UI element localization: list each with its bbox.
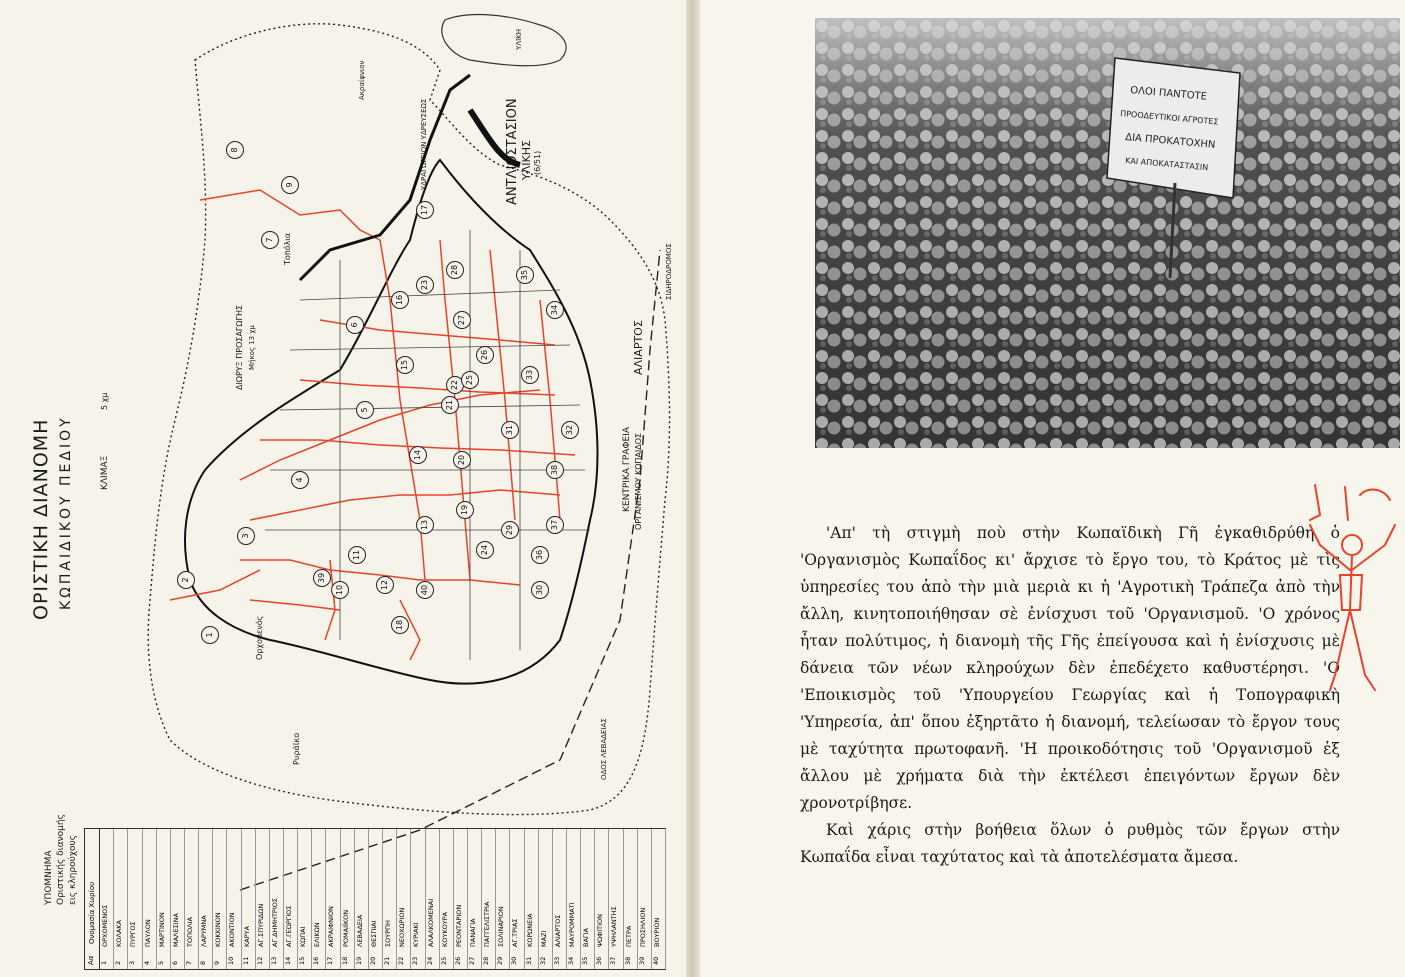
legend-row-name: ΚΟΡΩΝΕΙΑ: [525, 913, 534, 947]
legend-row: [495, 829, 510, 969]
label-aliartos: ΑΛΙΑΡΤΟΣ: [632, 320, 645, 375]
legend-subtitle-1: Οριστικής διανομής: [56, 814, 66, 905]
plot-number-2: 2: [177, 571, 195, 589]
legend-row-name: ΑΓ.ΣΠΥΡΙΔΩΝ: [256, 903, 265, 947]
legend-row-number: 33: [552, 956, 561, 965]
plot-number-28: 28: [446, 261, 464, 279]
legend-row: [594, 829, 609, 969]
legend-row-number: 4: [142, 960, 151, 965]
legend-row: [198, 829, 213, 969]
legend-row-number: 23: [411, 956, 420, 965]
legend-row-number: 1: [100, 960, 109, 965]
plot-number-17: 17: [416, 201, 434, 219]
legend-row: [453, 829, 468, 969]
plot-number-10: 10: [331, 581, 349, 599]
legend-row: [283, 829, 298, 969]
legend-row-number: 21: [383, 956, 392, 965]
banner-line-3: ΔΙΑ ΠΡΟΚΑΤΟΧΗΝ: [1124, 132, 1216, 151]
legend-row-name: ΚΟΥΚΟΥΡΑ: [440, 911, 449, 947]
label-office: ΚΕΝΤΡΙΚΑ ΓΡΑΦΕΙΑ: [622, 427, 632, 512]
plot-number-20: 20: [453, 451, 471, 469]
plot-number-13: 13: [416, 516, 434, 534]
plot-number-30: 30: [531, 581, 549, 599]
plot-number-19: 19: [456, 501, 474, 519]
label-pumping-station: ΑΝΤΛΙΟΣΤΑΣΙΟΝ: [505, 98, 520, 205]
plot-number-11: 11: [348, 546, 366, 564]
legend-row-name: ΣΟΛΙΝΑΡΙΟΝ: [497, 906, 506, 947]
scale-unit: 5 χμ: [100, 392, 109, 410]
legend-row: [142, 829, 157, 969]
legend-header: [85, 829, 100, 969]
legend-row-number: 36: [595, 956, 604, 965]
plot-number-4: 4: [291, 471, 309, 489]
legend-row: [156, 829, 171, 969]
legend-row: [382, 829, 397, 969]
legend-row: [566, 829, 581, 969]
legend-row-number: 16: [312, 956, 321, 965]
legend-row-name: ΑΚΟΝΤΙΟΝ: [228, 912, 237, 947]
legend-row: [580, 829, 595, 969]
body-text: [800, 520, 1340, 871]
plot-number-3: 3: [237, 527, 255, 545]
legend-row-number: 34: [566, 956, 575, 965]
legend-row-name: ΟΡΧΟΜΕΝΟΣ: [101, 904, 110, 947]
legend-row-name: ΣΟΥΡΠΗ: [384, 920, 393, 947]
legend-row: [99, 829, 114, 969]
plot-number-26: 26: [476, 346, 494, 364]
legend-row-name: ΚΟΚΚΙΝΟΝ: [214, 912, 223, 947]
legend-row-number: 15: [298, 956, 307, 965]
legend-row-number: 29: [496, 956, 505, 965]
plot-number-24: 24: [476, 541, 494, 559]
plot-number-6: 6: [346, 316, 364, 334]
legend-row: [255, 829, 270, 969]
plot-number-25: 25: [461, 371, 479, 389]
legend-row-number: 3: [128, 960, 137, 965]
legend-row-number: 31: [524, 956, 533, 965]
legend-row: [396, 829, 411, 969]
plot-number-29: 29: [501, 521, 519, 539]
legend-row: [524, 829, 539, 969]
legend-row-number: 35: [581, 956, 590, 965]
label-railway: ΣΙΔΗΡΟΔΡΟΜΟΣ: [665, 243, 673, 300]
legend-row: [509, 829, 524, 969]
legend-row: [325, 829, 340, 969]
legend-row: [481, 829, 496, 969]
plot-number-33: 33: [521, 366, 539, 384]
legend-row-number: 28: [482, 956, 491, 965]
legend-row: [467, 829, 482, 969]
legend-row-number: 22: [397, 956, 406, 965]
legend-row-name: ΠΡΟΣΗΛΙΟΝ: [638, 907, 647, 947]
legend-row: [410, 829, 425, 969]
legend-row-number: 14: [284, 956, 293, 965]
label-aqueduct: ΥΔΡΑΓΩΓΕΙΟΝ ΥΔΡΕΥΣΕΩΣ: [420, 98, 428, 190]
legend-row-number: 38: [623, 956, 632, 965]
legend-row-number: 2: [114, 960, 123, 965]
legend-row-name: ΚΩΠΑΙ: [299, 926, 308, 947]
legend-row: [623, 829, 638, 969]
legend-row-number: 39: [637, 956, 646, 965]
plot-number-22: 22: [446, 376, 464, 394]
legend-row-number: 20: [368, 956, 377, 965]
legend-row-name: ΕΛΙΚΩΝ: [313, 922, 322, 947]
legend-row: [552, 829, 567, 969]
legend-header-number: Αα: [87, 955, 95, 965]
legend-row-number: 7: [185, 960, 194, 965]
plot-number-15: 15: [396, 356, 414, 374]
legend-row-name: ΠΥΡΓΟΣ: [129, 921, 138, 947]
legend-row-name: ΑΛΑΛΚΟΜΕΝΑΙ: [426, 898, 435, 947]
legend-row-number: 37: [609, 956, 618, 965]
banner-line-2: ΠΡΟΟΔΕΥΤΙΚΟΙ ΑΓΡΟΤΕΣ: [1119, 109, 1219, 127]
scale-label: ΚΛΙΜΑΞ: [100, 455, 110, 490]
label-orchomenos: Ορχομενός: [255, 615, 264, 660]
plot-number-8: 8: [226, 141, 244, 159]
legend-row: [651, 829, 666, 969]
label-akraifnio: Ακραίφνιον: [358, 60, 366, 100]
legend-row-name: ΑΓ.ΔΗΜΗΤΡΙΟΣ: [270, 898, 279, 947]
plot-number-7: 7: [261, 231, 279, 249]
label-canal: ΔΙΩΡΥΞ ΠΡΟΣΑΓΩΓΗΣ: [235, 304, 244, 390]
legend-row: [608, 829, 623, 969]
label-road: ΟΔΟΣ ΛΕΒΑΔΕΙΑΣ: [600, 718, 608, 780]
legend-row-name: ΜΑΡΤΙΝΟΝ: [157, 912, 166, 947]
legend-row-name: ΑΓ.ΓΕΩΡΓΙΟΣ: [285, 905, 294, 947]
label-canal-length: Μήκος 13 χμ: [248, 325, 256, 370]
legend-row-number: 6: [170, 960, 179, 965]
legend-row-name: ΥΨΗΛΑΝΤΗΣ: [610, 906, 619, 947]
legend-row-name: ΠΑΥΛΟΝ: [143, 919, 152, 947]
legend-row-number: 13: [269, 956, 278, 965]
paragraph-2: Καὶ χάρις στὴν βοήθεια ὅλων ὁ ρυθμὸς τῶν ἔργων στὴν Κωπαΐδα εἶναι ταχύτατος καὶ τὰ ἀποτελέσματα ἄμεσα.: [800, 821, 1340, 866]
label-topolia: Τοπόλια: [283, 232, 292, 265]
plot-number-27: 27: [453, 311, 471, 329]
legend-row-name: ΘΕΣΠΙΑΙ: [369, 920, 378, 947]
legend-row-number: 17: [326, 956, 335, 965]
map-subtitle: ΚΩΠΑΙΔΙΚΟΥ ΠΕΔΙΟΥ: [58, 415, 74, 610]
legend-row: [425, 829, 440, 969]
legend-title: ΥΠΟΜΝΗΜΑ: [44, 850, 54, 905]
plot-number-37: 37: [546, 516, 564, 534]
plot-number-35: 35: [516, 266, 534, 284]
legend-row: [637, 829, 652, 969]
legend-row-name: ΜΑΛΕΣΙΝΑ: [171, 913, 180, 947]
legend-row: [241, 829, 256, 969]
legend-row-name: ΜΑΥΡΟΜΜΑΤΙ: [567, 902, 576, 947]
legend-row-name: ΡΕΟΝΤΑΡΙΟΝ: [454, 904, 463, 947]
legend-header-name: Ονομασία Χωρίου: [88, 881, 96, 944]
plot-number-14: 14: [409, 446, 427, 464]
legend-row-name: ΑΚΡΑΙΦΝΙΟΝ: [327, 906, 336, 947]
legend-subtitle-2: εις κληρούχους: [68, 834, 78, 905]
legend-row-number: 8: [199, 960, 208, 965]
banner-line-1: ΟΛΟΙ ΠΑΝΤΟΤΕ: [1129, 85, 1208, 103]
label-rypaiko: Ρυράϊκο: [292, 732, 301, 765]
legend-row-number: 27: [467, 956, 476, 965]
legend-row-name: ΡΟΜΑΙΪΚΟΝ: [341, 909, 350, 947]
legend-row-name: ΠΑΝΑΓΙΑ: [468, 918, 477, 947]
plot-number-36: 36: [531, 546, 549, 564]
legend-row: [340, 829, 355, 969]
legend-row-name: ΚΑΡΥΑ: [242, 925, 251, 947]
legend-row: [170, 829, 185, 969]
legend-row: [311, 829, 326, 969]
legend-row-number: 10: [227, 956, 236, 965]
legend-row-number: 19: [354, 956, 363, 965]
legend-row-name: ΒΟΥΡΙΟΝ: [652, 917, 661, 947]
plot-number-23: 23: [416, 276, 434, 294]
plot-number-5: 5: [356, 401, 374, 419]
map-outer-border: [148, 24, 669, 815]
legend-row: [269, 829, 284, 969]
legend-row-name: ΨΩΦΙΤΙΟΝ: [596, 914, 605, 947]
plot-number-18: 18: [391, 616, 409, 634]
label-pumping-station-name: ΥΛΙΚΗΣ: [520, 140, 533, 180]
legend-row: [439, 829, 454, 969]
legend-row-number: 25: [439, 956, 448, 965]
plot-number-12: 12: [376, 576, 394, 594]
legend-row: [538, 829, 553, 969]
legend-row-name: ΠΑΓΓΕΛΙΣΤΡΙΑ: [483, 901, 492, 947]
legend-row-number: 30: [510, 956, 519, 965]
crowd-photo-image: [815, 18, 1400, 448]
legend-row-number: 26: [453, 956, 462, 965]
map-title: ΟΡΙΣΤΙΚΗ ΔΙΑΝΟΜΗ: [30, 418, 52, 620]
legend-row-name: ΒΑΓΙΑ: [582, 928, 591, 947]
plot-number-39: 39: [313, 569, 331, 587]
map-basin-outline: [185, 160, 598, 684]
label-lake: ΥΛΙΚΗ: [515, 29, 523, 50]
left-page: [0, 0, 695, 977]
legend-row: [184, 829, 199, 969]
label-pumping-station-note: (6/51): [533, 150, 542, 175]
paragraph-1: 'Απ' τὴ στιγμὴ ποὺ στὴν Κωπαϊδικὴ Γῆ ἐγκαθιδρύθη ὁ 'Οργανισμὸς Κωπαΐδος κι' ἄρχισε τὸ ἔργο του, τὸ Κράτος μὲ τὶς ὑπηρεσίες του ἀπὸ τὴν μιὰ μεριὰ κι ἡ 'Αγροτικὴ Τράπεζα ἀπὸ τὴν ἄλλη, κινητοποιήθησαν σὲ ἐνίσχυσι τοῦ 'Οργανισμοῦ. 'Ο χρόνος ἦταν πολύτιμος, ἡ διανομὴ τῆς Γῆς ἐπείγουσα καὶ ἡ ἐνίσχυσις μὲ δάνεια τῶν νέων κληρούχων δὲν ἐπεδέχετο καθυστέρησι. 'Ο 'Εποικισμὸς τοῦ 'Υπουργείου Γεωργίας καὶ ἡ Τοπογραφικὴ 'Υπηρεσία, ἀπ' ὅπου ἐξηρτᾶτο ἡ διανομή, τελείωσαν τὸ ἔργον τους μὲ ταχύτητα πρωτοφανῆ. 'Η προικοδότησις τοῦ 'Οργανισμοῦ ἐξ ἄλλου μὲ χρήματα διὰ τὴν ἐκτέλεσι ἐπειγόντων ἔργων δὲν χρονοτρίβησε.: [800, 524, 1340, 812]
legend-row-name: ΠΕΤΡΑ: [624, 925, 633, 947]
label-office-2: ΟΡΓΑΝΙΣΜΟΥ ΚΩΠΑΙΔΟΣ: [634, 432, 643, 530]
plot-number-1: 1: [201, 626, 219, 644]
legend-row-name: ΝΕΟΧΩΡΙΟΝ: [398, 907, 407, 947]
legend-row-name: ΛΕΒΑΔΕΙΑ: [355, 914, 364, 947]
legend-row-number: 11: [241, 956, 250, 965]
plot-number-32: 32: [561, 421, 579, 439]
map-lake: [442, 15, 566, 66]
plot-number-9: 9: [281, 176, 299, 194]
crowd-photo: [815, 18, 1400, 448]
legend-row: [113, 829, 128, 969]
legend-row: [368, 829, 383, 969]
legend-row-name: ΑΛΙΑΡΤΟΣ: [553, 914, 562, 947]
legend-row-number: 12: [255, 956, 264, 965]
legend-row-number: 32: [538, 956, 547, 965]
legend-row-name: ΤΟΠΟΛΙΑ: [186, 917, 195, 947]
legend-row: [297, 829, 312, 969]
plot-number-21: 21: [441, 396, 459, 414]
legend-row-number: 9: [213, 960, 222, 965]
legend-row-name: ΜΑΖΙ: [539, 930, 548, 947]
book-gutter: [686, 0, 700, 977]
banner-line-4: ΚΑΙ ΑΠΟΚΑΤΑΣΤΑΣΙΝ: [1124, 156, 1209, 173]
legend-row: [354, 829, 369, 969]
legend-row-name: ΚΥΡΙΑΚΙ: [412, 922, 421, 947]
legend-row-name: ΚΟΛΑΚΑ: [115, 920, 124, 947]
plot-number-16: 16: [391, 291, 409, 309]
legend-row: [226, 829, 241, 969]
plot-number-34: 34: [546, 301, 564, 319]
plot-number-31: 31: [501, 421, 519, 439]
legend-row: [212, 829, 227, 969]
map-canal: [300, 75, 470, 280]
legend-row-name: ΛΑΡΥΜΝΑ: [200, 915, 209, 947]
legend-row-number: 40: [651, 956, 660, 965]
legend-table: [84, 828, 666, 970]
legend-row-number: 5: [156, 960, 165, 965]
legend-row-name: ΑΓ.ΤΡΙΑΣ: [511, 918, 520, 947]
legend-row-number: 18: [340, 956, 349, 965]
legend-row: [127, 829, 142, 969]
plot-number-40: 40: [416, 581, 434, 599]
legend-row-number: 24: [425, 956, 434, 965]
worker-sketch-illustration: [1300, 475, 1405, 700]
plot-number-38: 38: [546, 461, 564, 479]
